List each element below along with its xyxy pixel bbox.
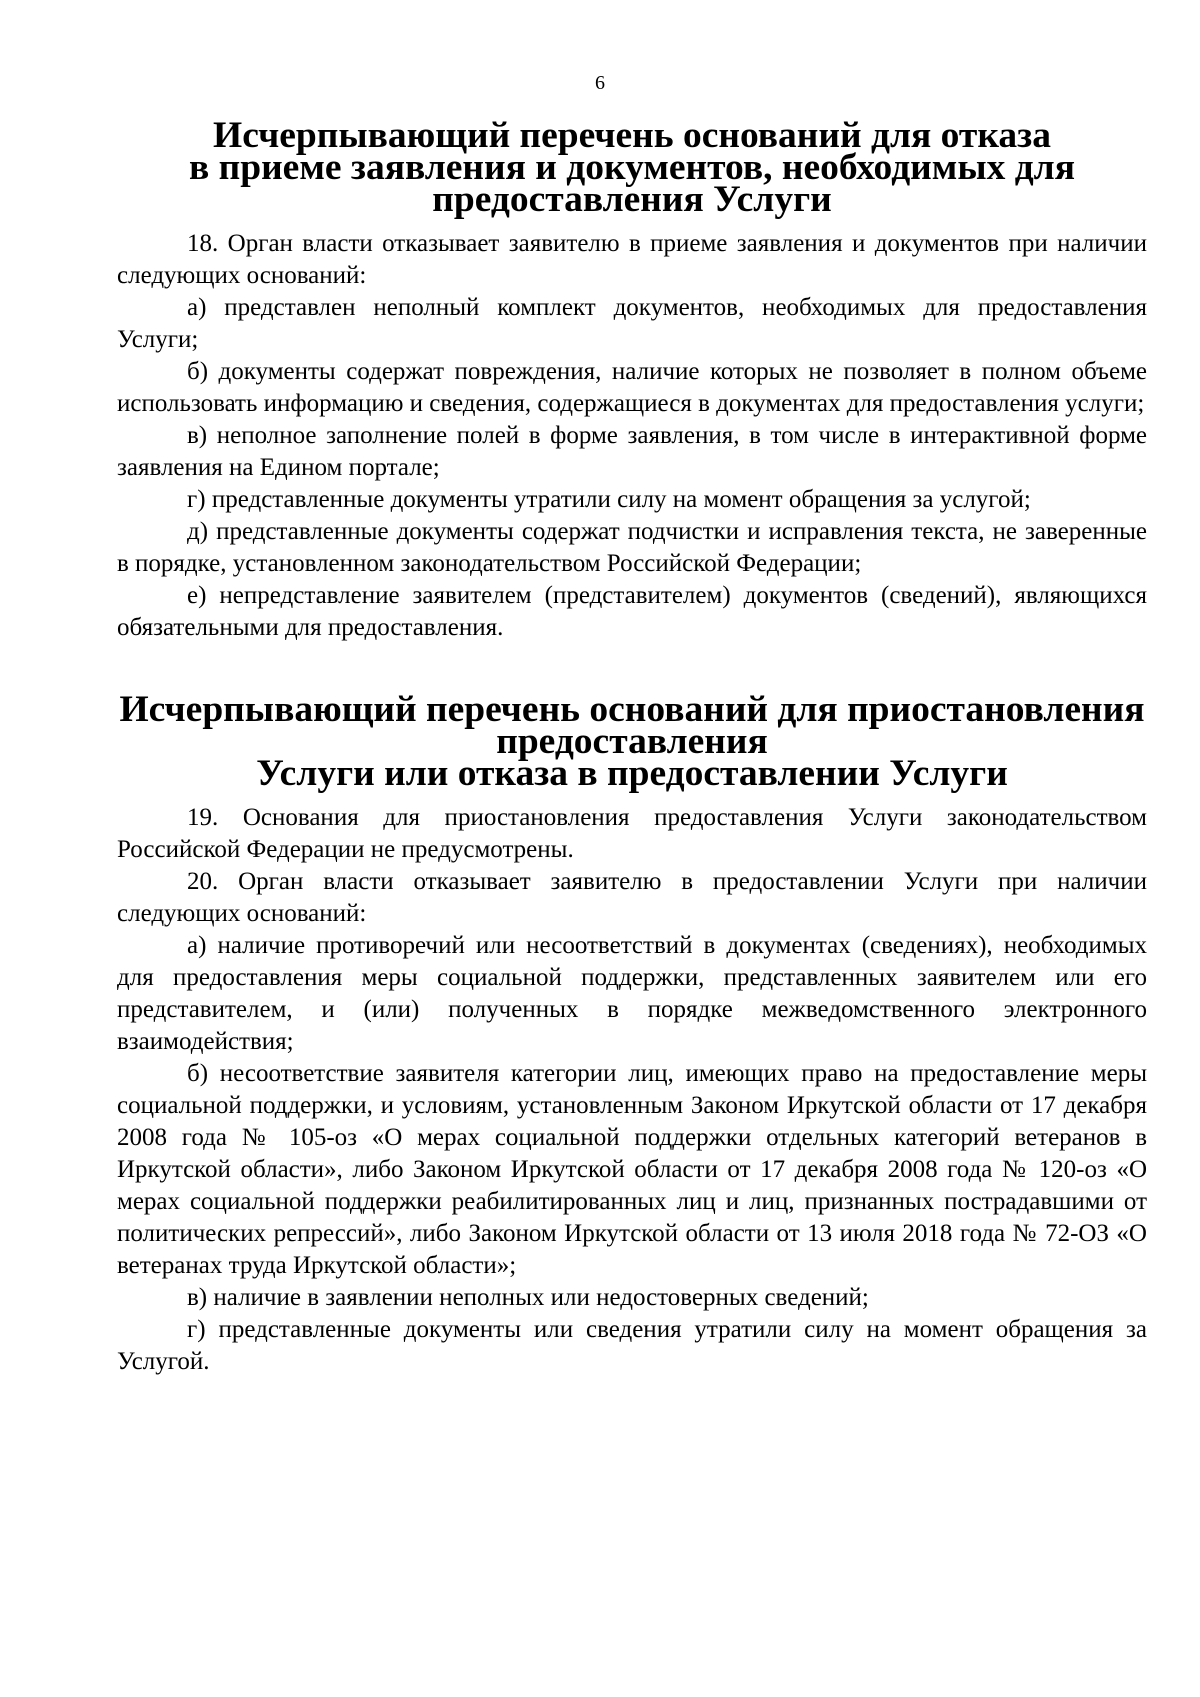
paragraph-20-b: б) несоответствие заявителя категории лиц, имеющих право на предоставление меры социальной поддержки, и условиям, установленным Законом Иркутской области от 17 декабря 2008 года № 105-оз «О мерах социальной поддержки отдельных категорий ветеранов в Иркутской области», либо Законом Иркутской области от 17 декабря 2008 года № 120-оз «О мерах социальной поддержки реабилитированных лиц и лиц, признанных пострадавшими от политических репрессий», либо Законом Иркутской области от 13 июля 2018 года № 72-ОЗ «О ветеранах труда Иркутской области»; [117,1060,1147,1279]
paragraph-19: 19. Основания для приостановления предоставления Услуги законодательством Российской Федерации не предусмотрены. [117,804,1147,863]
paragraph-18-g: г) представленные документы утратили силу на момент обращения за услугой; [187,486,1031,513]
section-2-heading-line-1: Исчерпывающий перечень оснований для приостановления предоставления [119,689,1145,762]
page-content [117,115,1147,1378]
paragraph-18-d: д) представленные документы содержат подчистки и исправления текста, не заверенные в порядке, установленном законодательством Российской Федерации; [117,518,1147,577]
paragraph-18-b: б) документы содержат повреждения, наличие которых не позволяет в полном объеме использовать информацию и сведения, содержащиеся в документах для предоставления услуги; [117,358,1147,417]
section-1-heading [117,115,1147,220]
section-1-heading-line-1: Исчерпывающий перечень оснований для отказа [213,115,1051,156]
paragraph-18-v: в) неполное заполнение полей в форме заявления, в том числе в интерактивной форме заявления на Едином портале; [117,422,1147,481]
section-2-heading [117,689,1147,794]
section-1-body [117,228,1147,644]
paragraph-20-a: а) наличие противоречий или несоответствий в документах (сведениях), необходимых для предоставления меры социальной поддержки, представленных заявителем или его представителем, и (или) полученных в порядке межведомственного электронного взаимодействия; [117,932,1147,1055]
section-2-body [117,802,1147,1378]
page-number: 6 [595,72,605,94]
paragraph-20: 20. Орган власти отказывает заявителю в предоставлении Услуги при наличии следующих оснований: [117,868,1147,927]
paragraph-20-g: г) представленные документы или сведения утратили силу на момент обращения за Услугой. [117,1316,1147,1375]
paragraph-20-v: в) наличие в заявлении неполных или недостоверных сведений; [187,1284,869,1311]
paragraph-18-a: а) представлен неполный комплект документов, необходимых для предоставления Услуги; [117,294,1147,353]
section-1-heading-line-2: в приеме заявления и документов, необходимых для предоставления Услуги [188,147,1076,220]
paragraph-18: 18. Орган власти отказывает заявителю в приеме заявления и документов при наличии следующих оснований: [117,230,1147,289]
section-2-heading-line-2: Услуги или отказа в предоставлении Услуги [256,753,1008,794]
paragraph-18-e: е) непредставление заявителем (представителем) документов (сведений), являющихся обязательными для предоставления. [117,582,1147,641]
